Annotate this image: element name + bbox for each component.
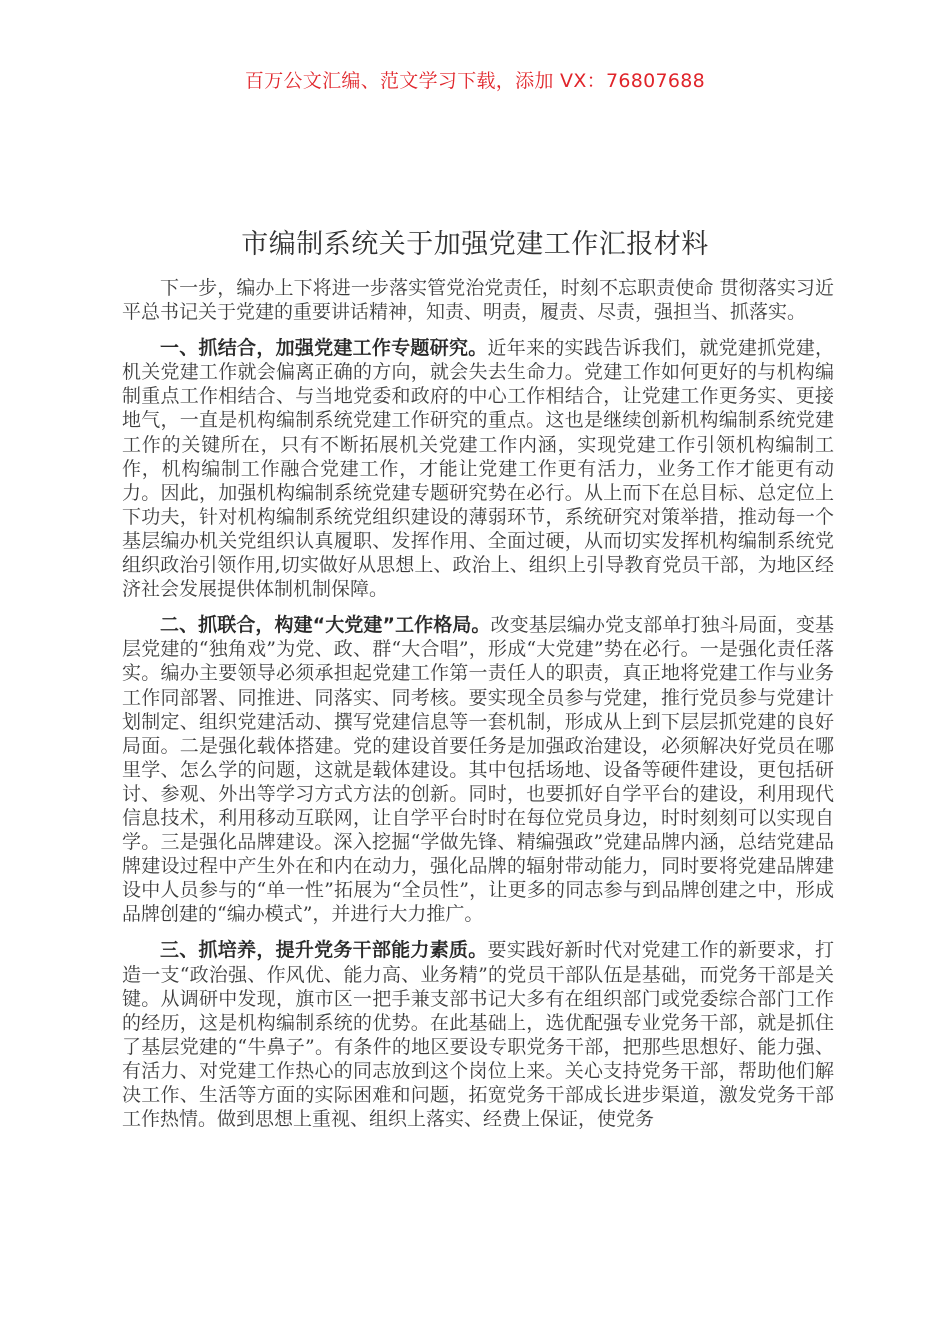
document-title: 市编制系统关于加强党建工作汇报材料 [241,229,709,260]
section-body-2: 改变基层编办党支部单打独斗局面，变基层党建的“独角戏”为党、政、群“大合唱”，形成“大党建”势在必行。一是强化责任落实。编办主要领导必须承担起党建工作第一责任人的职责，真正地将党建工作与业务工作同部署、同推进、同落实、同考核。要实现全员参与党建，推行党员参与党建计划制定、组织党建活动、撰写党建信息等一套机制，形成从上到下层层抓党建的良好局面。二是强化载体搭建。党的建设首要任务是加强政治建设，必须解决好党员在哪里学、怎么学的问题，这就是载体建设。其中包括场地、设备等硬件建设，更包括研讨、参观、外出等学习方式方法的创新。同时，也要抓好自学平台的建设，利用现代信息技术，利用移动互联网，让自学平台时时在每位党员身边，时时刻刻可以实现自学。三是强化品牌建设。深入挖掘“学做先锋、精编强政”党建品牌内涵，总结党建品牌建设过程中产生外在和内在动力，强化品牌的辐射带动能力，同时要将党建品牌建设中人员参与的“单一性”拓展为“全员性”，让更多的同志参与到品牌创建之中，形成品牌创建的“编办模式”，并进行大力推广。 [122,614,834,926]
section-heading-1: 一、抓结合，加强党建工作专题研究。 [160,337,488,360]
section-heading-2: 二、抓联合，构建“大党建”工作格局。 [160,614,491,637]
section-body-3: 要实践好新时代对党建工作的新要求，打造一支“政治强、作风优、能力高、业务精”的党员干部队伍是基础，而党务干部是关键。从调研中发现，旗市区一把手兼支部书记大多有在组织部门或党委综合部门工作的经历，这是机构编制系统的优势。在此基础上，选优配强专业党务干部，就是抓住了基层党建的“牛鼻子”。有条件的地区要设专职党务干部，把那些思想好、能力强、有活力、对党建工作热心的同志放到这个岗位上来。关心支持党务干部，帮助他们解决工作、生活等方面的实际困难和问题，拓宽党务干部成长进步渠道，激发党务干部工作热情。做到思想上重视、组织上落实、经费上保证，使党务 [122,939,834,1131]
watermark-banner: 百万公文汇编、范文学习下载，添加 VX：76807688 [244,70,706,92]
intro-paragraph: 下一步，编办上下将进一步落实管党治党责任，时刻不忘职责使命 贯彻落实习近平总书记关于党建的重要讲话精神，知责、明责，履责、尽责，强担当、抓落实。 [122,277,834,324]
section-paragraph-2 [122,613,834,926]
document-body [122,276,834,1143]
section-paragraph-3 [122,938,834,1131]
section-body-1: 近年来的实践告诉我们，就党建抓党建，机关党建工作就会偏离正确的方向，就会失去生命力。党建工作如何更好的与机构编制重点工作相结合、与当地党委和政府的中心工作相结合，让党建工作更务实、更接地气，一直是机构编制系统党建工作研究的重点。这也是继续创新机构编制系统党建工作的关键所在，只有不断拓展机关党建工作内涵，实现党建工作引领机构编制工作，机构编制工作融合党建工作，才能让党建工作更有活力，业务工作才能更有动力。因此，加强机构编制系统党建专题研究势在必行。从上而下在总目标、总定位上下功夫，针对机构编制系统党组织建设的薄弱环节，系统研究对策举措，推动每一个基层编办机关党组织认真履职、发挥作用、全面过硬，从而切实发挥机构编制系统党组织政治引领作用,切实做好从思想上、政治上、组织上引导教育党员干部，为地区经济社会发展提供体制机制保障。 [122,337,834,601]
section-paragraph-1 [122,336,834,601]
section-heading-3: 三、抓培养，提升党务干部能力素质。 [160,939,488,962]
